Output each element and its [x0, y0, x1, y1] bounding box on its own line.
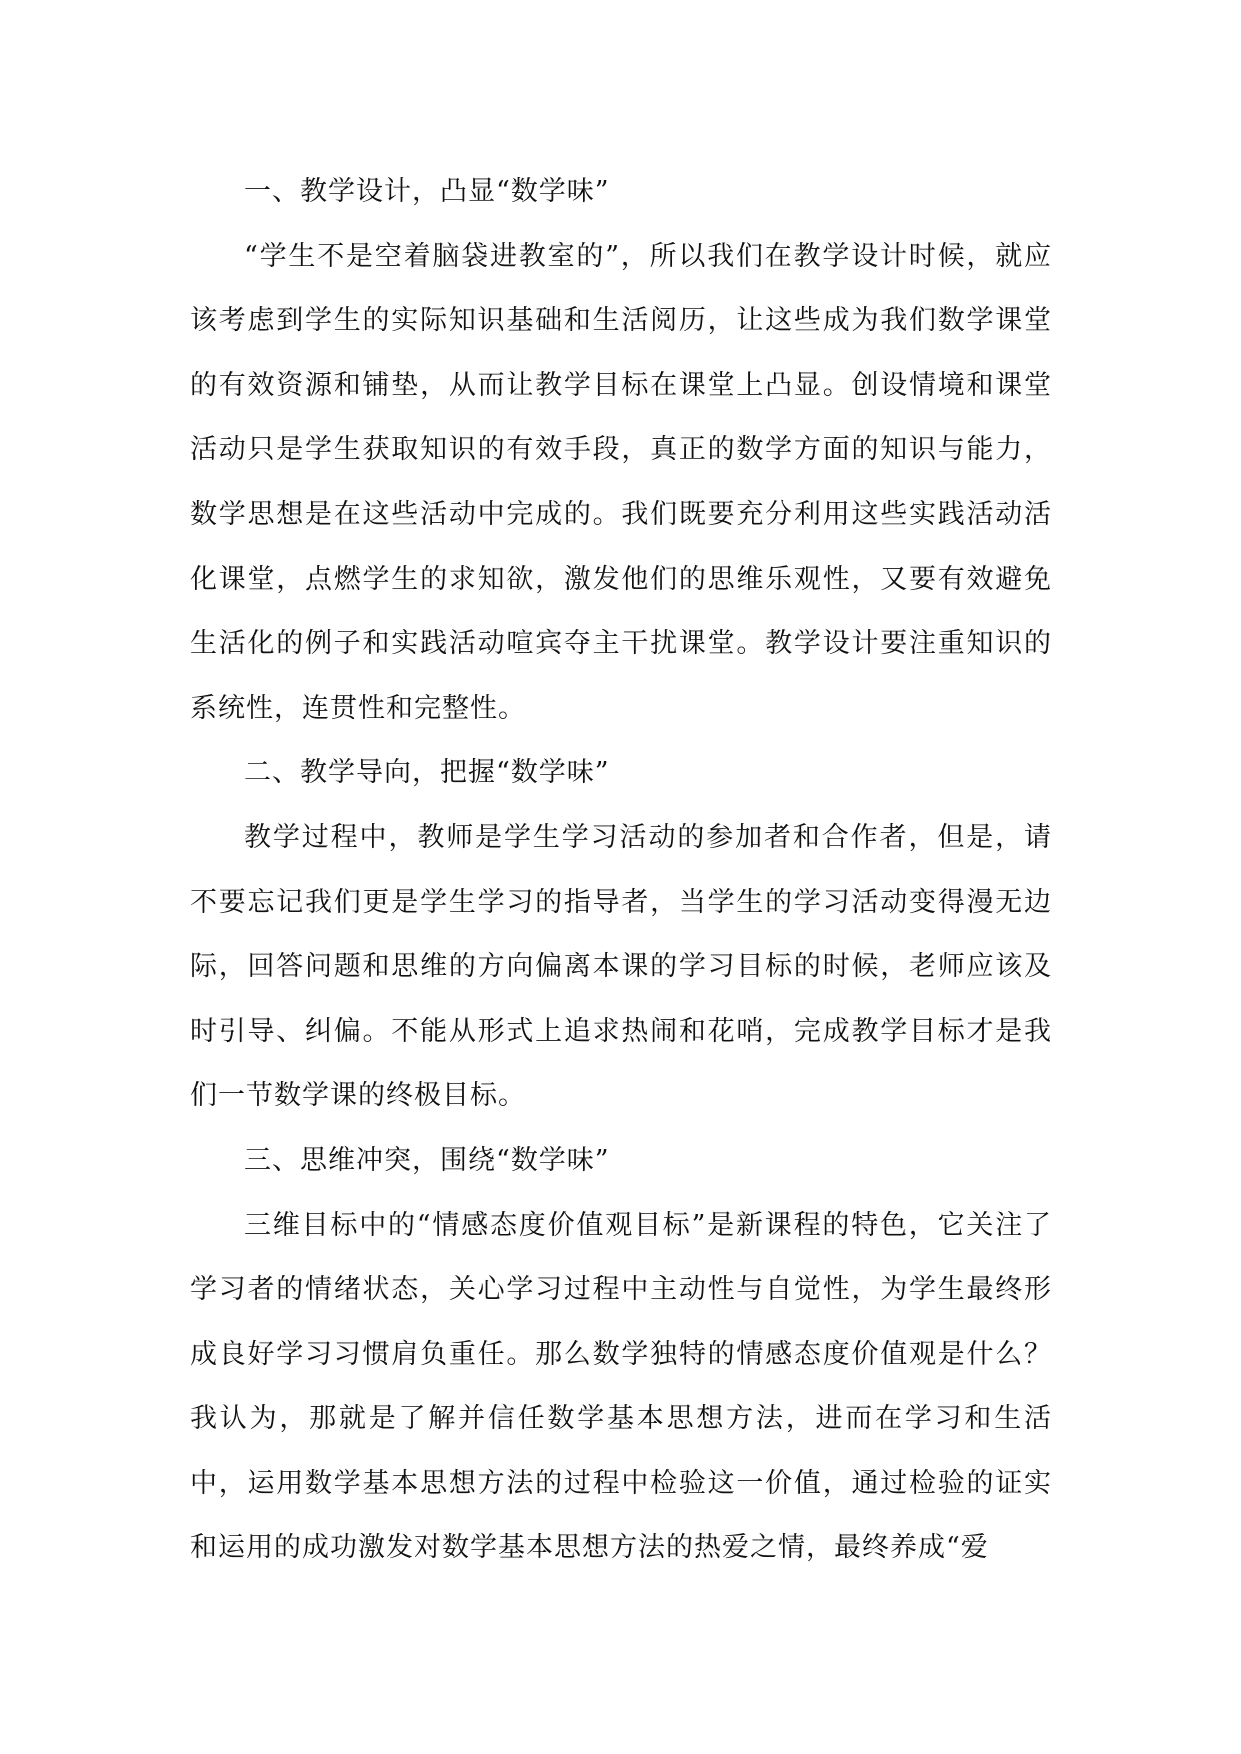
section-2-paragraph: 教学过程中，教师是学生学习活动的参加者和合作者，但是，请不要忘记我们更是学生学习的指导者，当学生的学习活动变得漫无边际，回答问题和思维的方向偏离本课的学习目标的时候，老师应该及时引导、纠偏。不能从形式上追求热闹和花哨，完成教学目标才是我们一节数学课的终极目标。 [190, 821, 1052, 1112]
document-body [190, 160, 1052, 1581]
section-heading-2: 二、教学导向，把握“数学味” [244, 757, 610, 789]
section-heading-1: 一、教学设计，凸显“数学味” [244, 176, 610, 207]
section-3-paragraph: 三维目标中的“情感态度价值观目标”是新课程的特色，它关注了学习者的情绪状态，关心学习过程中主动性与自觉性，为学生最终形成良好学习习惯肩负重任。那么数学独特的情感态度价值观是什么？我认为，那就是了解并信任数学基本思想方法，进而在学习和生活中，运用数学基本思想方法的过程中检验这一价值，通过检验的证实和运用的成功激发对数学基本思想方法的热爱之情，最终养成“爱 [190, 1209, 1052, 1564]
section-1-paragraph: “学生不是空着脑袋进教室的”，所以我们在教学设计时候，就应该考虑到学生的实际知识基础和生活阅历，让这些成为我们数学课堂的有效资源和铺垫，从而让教学目标在课堂上凸显。创设情境和课堂活动只是学生获取知识的有效手段，真正的数学方面的知识与能力，数学思想是在这些活动中完成的。我们既要充分利用这些实践活动活化课堂，点燃学生的求知欲，激发他们的思维乐观性，又要有效避免生活化的例子和实践活动喧宾夺主干扰课堂。教学设计要注重知识的系统性，连贯性和完整性。 [190, 240, 1052, 724]
section-heading-3: 三、思维冲突，围绕“数学味” [244, 1144, 610, 1176]
